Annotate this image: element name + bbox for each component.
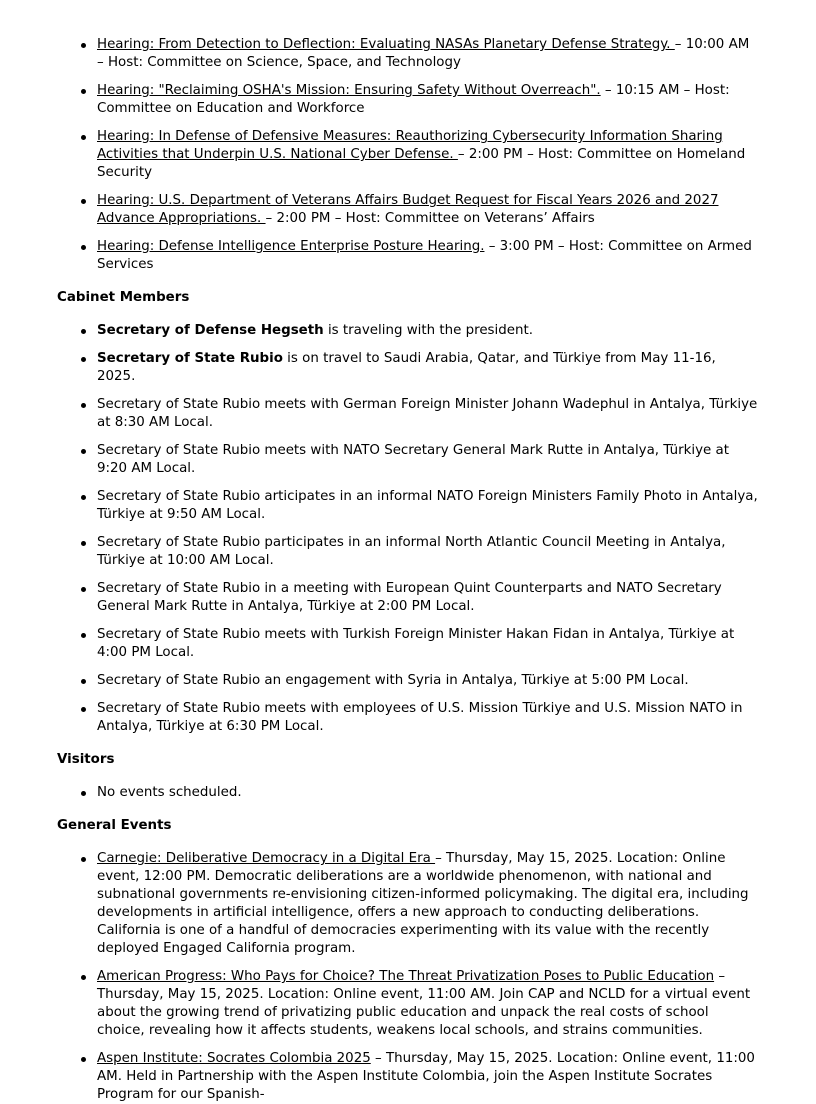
list-item: Secretary of State Rubio articipates in an informal NATO Foreign Ministers Family Photo in Antalya, Türkiye at 9:50 AM Local.: [97, 489, 758, 522]
hearing-details: – 3:00 PM – Host: Committee on Armed Services: [97, 239, 752, 272]
hearing-details: – 2:00 PM – Host: Committee on Veterans’ Affairs: [265, 211, 595, 226]
event-link[interactable]: Carnegie: Deliberative Democracy in a Digital Era: [97, 851, 436, 866]
list-item: [97, 36, 758, 72]
list-item: Secretary of State Rubio meets with NATO Secretary General Mark Rutte in Antalya, Türkiye at 9:20 AM Local.: [97, 442, 758, 478]
cabinet-member-name: Secretary of Defense Hegseth: [97, 323, 324, 338]
hearing-link[interactable]: Hearing: "Reclaiming OSHA's Mission: Ensuring Safety Without Overreach".: [97, 83, 601, 98]
list-item: [97, 192, 758, 228]
cabinet-member-name: Secretary of State Rubio: [97, 351, 283, 366]
list-item: [97, 1050, 758, 1104]
list-item: Secretary of State Rubio an engagement with Syria in Antalya, Türkiye at 5:00 PM Local.: [97, 672, 758, 690]
hearing-link[interactable]: Hearing: Defense Intelligence Enterprise Posture Hearing.: [97, 239, 485, 254]
cabinet-list: [57, 322, 758, 736]
visitors-list: [57, 784, 758, 802]
hearing-link[interactable]: Hearing: U.S. Department of Veterans Affairs Budget Request for Fiscal Years 2026 and 2027 Advance Appropriations.: [97, 193, 719, 226]
list-item: [97, 968, 758, 1040]
list-item: [97, 322, 758, 340]
list-item: [97, 850, 758, 958]
general-events-list: [57, 850, 758, 1104]
list-item: Secretary of State Rubio meets with German Foreign Minister Johann Wadephul in Antalya, Türkiye at 8:30 AM Local.: [97, 397, 758, 430]
cabinet-item-text: is traveling with the president.: [323, 323, 533, 338]
list-item: [97, 128, 758, 182]
hearing-link[interactable]: Hearing: In Defense of Defensive Measures: Reauthorizing Cybersecurity Information Sharing Activities that Underpin U.S. National Cyber Defense.: [97, 129, 723, 162]
list-item: [97, 82, 758, 118]
event-details: – Thursday, May 15, 2025. Location: Online event, 11:00 AM. Join CAP and NCLD for a virtual event about the growing trend of privatizing public education and unpack the real costs of school choice, revealing how it affects students, weakens local schools, and strains communities.: [97, 969, 751, 1038]
section-heading-visitors: Visitors: [57, 752, 115, 767]
event-link[interactable]: American Progress: Who Pays for Choice? The Threat Privatization Poses to Public Education: [97, 969, 715, 984]
hearing-details: – 2:00 PM – Host: Committee on Homeland Security: [97, 147, 746, 180]
list-item: Secretary of State Rubio in a meeting with European Quint Counterparts and NATO Secretary General Mark Rutte in Antalya, Türkiye at 2:00 PM Local.: [97, 580, 758, 616]
section-heading-cabinet: Cabinet Members: [57, 290, 190, 305]
cabinet-item-text: is on travel to Saudi Arabia, Qatar, and Türkiye from May 11-16, 2025.: [97, 351, 716, 384]
list-item: Secretary of State Rubio meets with Turkish Foreign Minister Hakan Fidan in Antalya, Türkiye at 4:00 PM Local.: [97, 626, 758, 662]
section-heading-general-events: General Events: [57, 818, 172, 833]
list-item: Secretary of State Rubio meets with employees of U.S. Mission Türkiye and U.S. Mission NATO in Antalya, Türkiye at 6:30 PM Local.: [97, 700, 758, 736]
list-item: No events scheduled.: [97, 784, 758, 802]
hearing-details: – 10:15 AM – Host: Committee on Education and Workforce: [97, 83, 730, 116]
list-item: [97, 350, 758, 386]
event-details: – Thursday, May 15, 2025. Location: Online event, 11:00 AM. Held in Partnership with the Aspen Institute Colombia, join the Aspen Institute Socrates Program for our Spanish-: [97, 1051, 755, 1102]
hearing-details: – 10:00 AM – Host: Committee on Science, Space, and Technology: [97, 37, 750, 70]
list-item: Secretary of State Rubio participates in an informal North Atlantic Council Meeting in Antalya, Türkiye at 10:00 AM Local.: [97, 534, 758, 570]
list-item: [97, 238, 758, 274]
event-details: – Thursday, May 15, 2025. Location: Online event, 12:00 PM. Democratic deliberations are a worldwide phenomenon, with national and subnational governments re-envisioning citizen-informed policymaking. The digital era, including developments in artificial intelligence, offers a new approach to conducting deliberations. California is one of a handful of democracies experimenting with its value with the recently deployed Engaged California program.: [97, 851, 749, 956]
hearings-list: [57, 36, 758, 274]
hearing-link[interactable]: Hearing: From Detection to Deflection: Evaluating NASAs Planetary Defense Strategy.: [97, 37, 675, 52]
event-link[interactable]: Aspen Institute: Socrates Colombia 2025: [97, 1051, 371, 1066]
